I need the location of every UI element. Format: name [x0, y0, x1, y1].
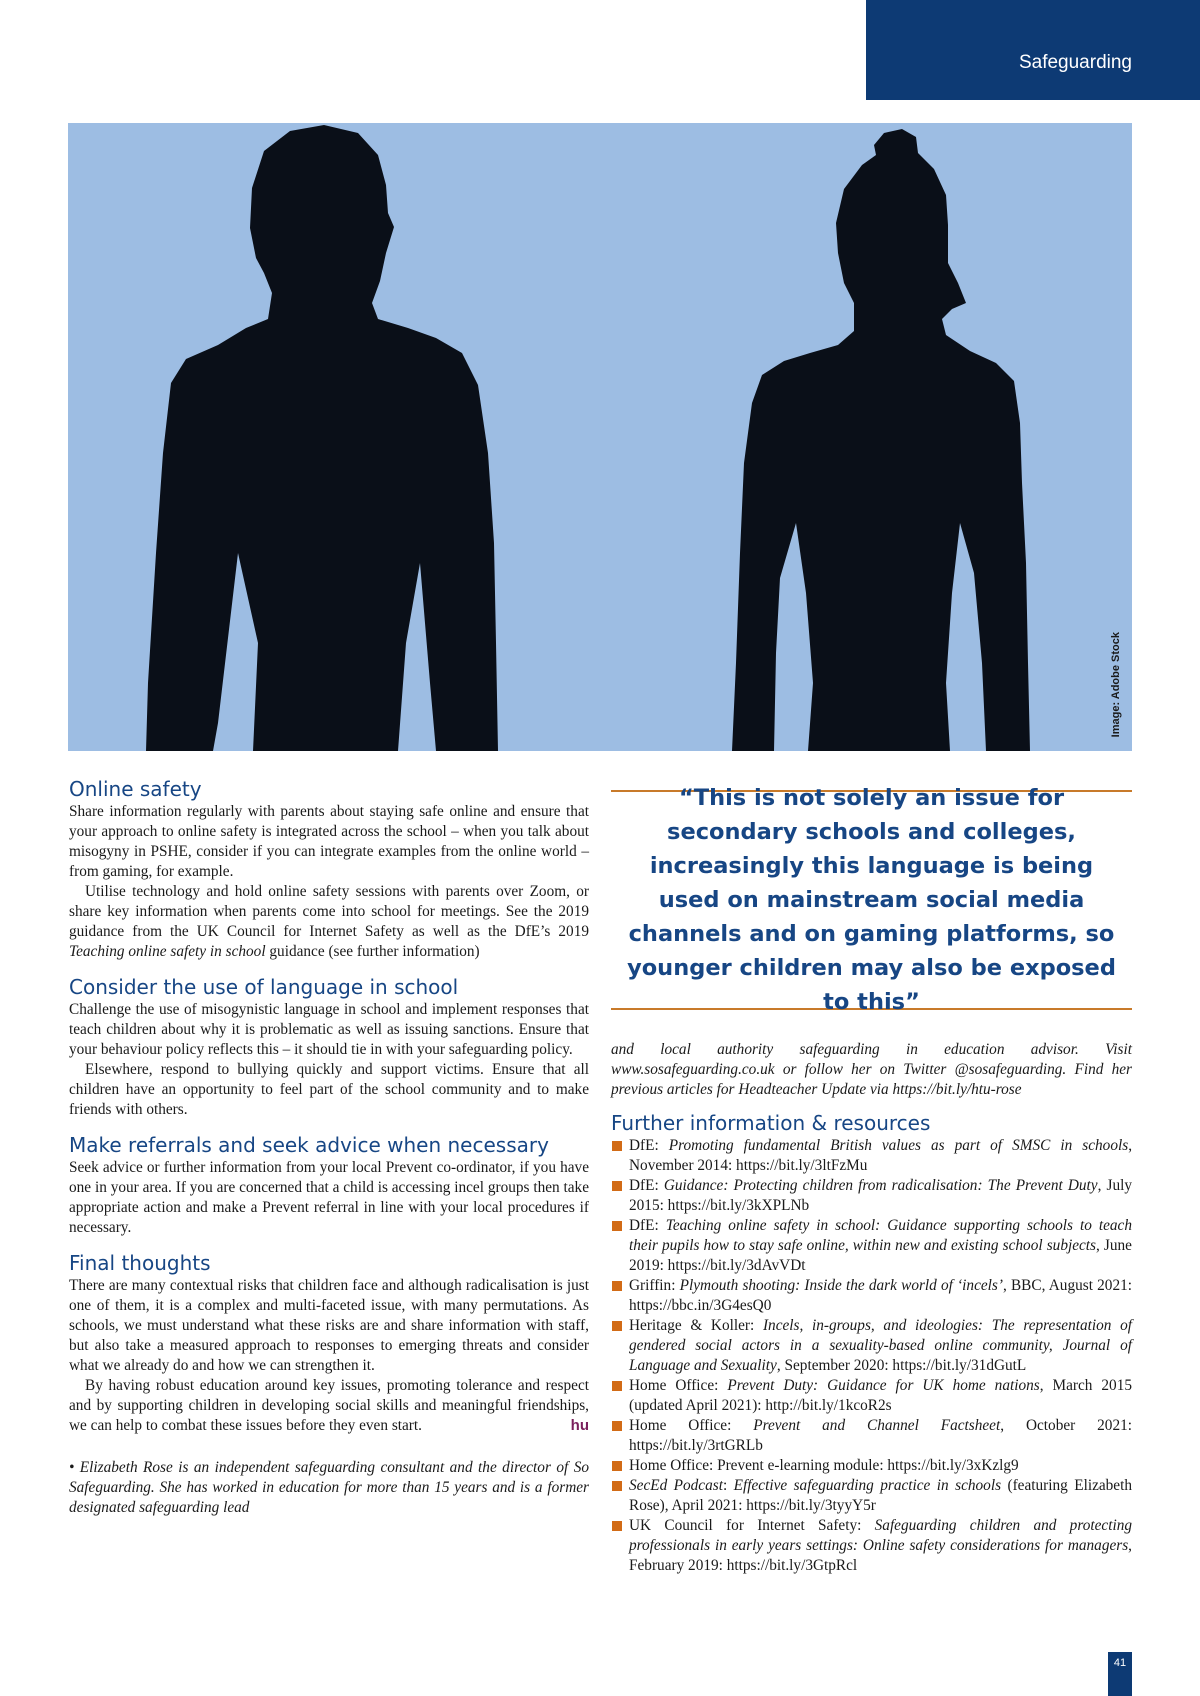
resources-list	[611, 1136, 1132, 1576]
final-paragraph-1: There are many contextual risks that children face and although radicalisation is just one of them, it is a complex and multi-faceted issue, with many permutations. As schools, we must understand what these risks are and share information with staff, but also take a measured approach to responses to emerging threats and consider what we already do and how we can strengthen it.	[69, 1277, 589, 1374]
final-paragraph-2: By having robust education around key issues, promoting tolerance and respect and by supporting children in developing social skills and meaningful friendships, we can help to combat these issues before they even start. hu	[69, 1377, 589, 1434]
online-safety-paragraph-1: Share information regularly with parents about staying safe online and ensure that your approach to online safety is integrated across the school – when you talk about misogyny in PSHE, consider if you can integrate examples from the online world – from gaming, for example.	[69, 803, 589, 880]
end-mark-logo: hu	[570, 1417, 589, 1434]
right-column	[611, 1040, 1132, 1576]
list-item: Home Office: Prevent e-learning module: https://bit.ly/3xKzlg9	[611, 1456, 1132, 1476]
list-item: Heritage & Koller: Incels, in-groups, and ideologies: The representation of gendered social actors in a sexuality-based online community, Journal of Language and Sexuality, September 2020: https://bit.ly/31dGutL	[611, 1316, 1132, 1376]
heading-resources: Further information & resources	[611, 1111, 931, 1135]
heading-final-thoughts: Final thoughts	[69, 1251, 211, 1275]
language-paragraph-1: Challenge the use of misogynistic language in school and implement responses that teach children about why it is problematic as well as issuing sanctions. Ensure that your behaviour policy reflects this – it should tie in with your safeguarding policy.	[69, 1001, 589, 1058]
author-bio: • Elizabeth Rose is an independent safeguarding consultant and the director of So Safeguarding. She has worked in education for more than 15 years and is a former designated safeguarding lead	[69, 1459, 589, 1516]
author-bio-continued: and local authority safeguarding in education advisor. Visit www.sosafeguarding.co.uk or follow her on Twitter @sosafeguarding. Find her previous articles for Headteacher Update via https://bit.ly/htu-rose	[611, 1041, 1132, 1098]
list-item: DfE: Guidance: Protecting children from radicalisation: The Prevent Duty, July 2015: https://bit.ly/3kXPLNb	[611, 1176, 1132, 1216]
pull-quote-text: “This is not solely an issue for secondary schools and colleges, increasingly this language is being used on mainstream social media channels and on gaming platforms, so younger children may also be exposed to this”	[627, 785, 1116, 1015]
girl-silhouette	[732, 129, 1030, 751]
section-rule	[866, 96, 1200, 100]
list-item: UK Council for Internet Safety: Safeguarding children and protecting professionals in early years settings: Online safety considerations for managers, February 2019: https://bit.ly/3GtpRcl	[611, 1516, 1132, 1576]
section-label: Safeguarding	[1018, 52, 1132, 73]
silhouettes-image	[68, 123, 1132, 751]
list-item: DfE: Teaching online safety in school: Guidance supporting schools to teach their pupils how to stay safe online, within new and existing school subjects, June 2019: https://bit.ly/3dAvVDt	[611, 1216, 1132, 1276]
language-paragraph-2: Elsewhere, respond to bullying quickly and support victims. Ensure that all children have an opportunity to feel part of the school community and to make friends with others.	[69, 1061, 589, 1118]
pull-quote	[611, 785, 1132, 1015]
heading-language: Consider the use of language in school	[69, 975, 459, 999]
online-safety-paragraph-2: Utilise technology and hold online safety sessions with parents over Zoom, or share key information when parents come into school for meetings. See the 2019 guidance from the UK Council for Internet Safety as well as the DfE’s 2019 Teaching online safety in school guidance (see further information)	[69, 883, 589, 960]
list-item: Griffin: Plymouth shooting: Inside the dark world of ‘incels’, BBC, August 2021: https://bbc.in/3G4esQ0	[611, 1276, 1132, 1316]
referrals-paragraph: Seek advice or further information from your local Prevent co-ordinator, if you have one in your area. If you are concerned that a child is accessing incel groups then take appropriate action and make a Prevent referral in line with your local procedures if necessary.	[69, 1159, 589, 1236]
heading-referrals: Make referrals and seek advice when necessary	[69, 1133, 549, 1157]
image-credit: Image: Adobe Stock	[1110, 631, 1122, 737]
page-number: 41	[1108, 1652, 1132, 1696]
feature-photo	[68, 123, 1132, 751]
list-item: DfE: Promoting fundamental British values as part of SMSC in schools, November 2014: https://bit.ly/3ltFzMu	[611, 1136, 1132, 1176]
list-item: Home Office: Prevent and Channel Factsheet, October 2021: https://bit.ly/3rtGRLb	[611, 1416, 1132, 1456]
section-tab	[866, 0, 1200, 98]
list-item: Home Office: Prevent Duty: Guidance for UK home nations, March 2015 (updated April 2021): http://bit.ly/1kcoR2s	[611, 1376, 1132, 1416]
boy-silhouette	[146, 125, 498, 751]
left-column	[69, 776, 589, 1518]
heading-online-safety: Online safety	[69, 777, 202, 801]
list-item: SecEd Podcast: Effective safeguarding practice in schools (featuring Elizabeth Rose), April 2021: https://bit.ly/3tyyY5r	[611, 1476, 1132, 1516]
